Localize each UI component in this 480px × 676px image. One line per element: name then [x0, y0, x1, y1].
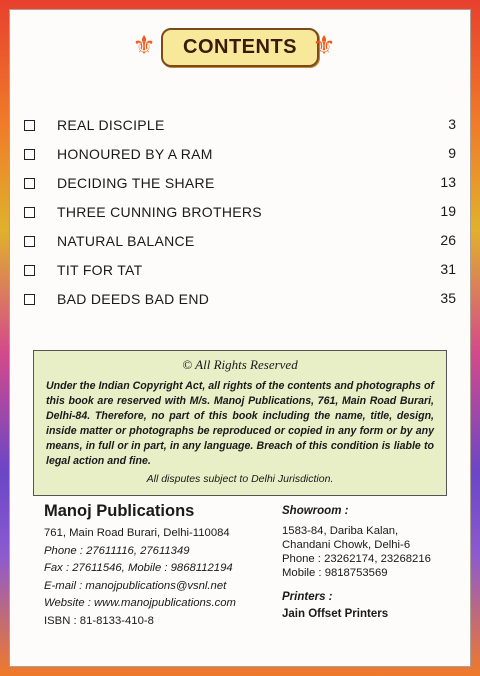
showroom-mobile: Mobile : 9818753569	[282, 567, 388, 579]
bullet-box-icon	[24, 294, 35, 305]
toc-entry[interactable]	[20, 289, 460, 318]
rights-reserved: © All Rights Reserved	[182, 357, 298, 372]
toc-entry[interactable]	[20, 231, 460, 260]
bullet-box-icon	[24, 149, 35, 160]
showroom-phone: Phone : 23262174, 23268216	[282, 553, 431, 565]
toc-entry[interactable]	[20, 115, 460, 144]
table-of-contents	[20, 115, 460, 318]
toc-page-number: 9	[448, 145, 456, 161]
printers-heading: Printers :	[282, 591, 333, 603]
bullet-box-icon	[24, 120, 35, 131]
page-title: CONTENTS	[161, 28, 319, 67]
toc-page-number: 13	[440, 174, 456, 190]
bullet-box-icon	[24, 265, 35, 276]
toc-title: THREE CUNNING BROTHERS	[57, 204, 262, 220]
toc-title: TIT FOR TAT	[57, 262, 143, 278]
toc-entry[interactable]	[20, 260, 460, 289]
toc-entry[interactable]	[20, 173, 460, 202]
showroom-info	[282, 505, 452, 620]
bullet-box-icon	[24, 236, 35, 247]
bullet-box-icon	[24, 207, 35, 218]
showroom-heading: Showroom :	[282, 505, 349, 517]
isbn: ISBN : 81-8133-410-8	[44, 614, 154, 627]
copyright-text: Under the Indian Copyright Act, all rights of the contents and photographs of this book are reserved with M/s. Manoj Publications, 761, Main Road Burari, Delhi-84. Therefore, no part of this book including the name, title, design, inside matter or photographs be reproduced or copied in any form or by any means, in full or in part, in any language. Breach of this condition is liable to legal action and fine.	[46, 380, 434, 467]
publisher-email: E-mail : manojpublications@vsnl.net	[44, 579, 227, 592]
toc-entry[interactable]	[20, 144, 460, 173]
toc-entry[interactable]	[20, 202, 460, 231]
toc-title: DECIDING THE SHARE	[57, 175, 215, 191]
publisher-phone: Phone : 27611116, 27611349	[44, 544, 190, 557]
showroom-address-line: Chandani Chowk, Delhi-6	[282, 539, 411, 551]
fleur-de-lis-icon: ⚜	[312, 30, 336, 60]
toc-title: REAL DISCIPLE	[57, 117, 165, 133]
jurisdiction-text: All disputes subject to Delhi Jurisdiction.	[146, 473, 334, 485]
toc-page-number: 19	[440, 203, 456, 219]
publisher-fax: Fax : 27611546, Mobile : 9868112194	[44, 562, 233, 574]
toc-page-number: 35	[440, 290, 456, 306]
toc-page-number: 31	[440, 261, 456, 277]
bullet-box-icon	[24, 178, 35, 189]
toc-title: HONOURED BY A RAM	[57, 146, 213, 162]
copyright-notice	[33, 350, 447, 496]
printer-name: Jain Offset Printers	[282, 608, 389, 620]
publisher-name: Manoj Publications	[44, 502, 195, 520]
toc-page-number: 3	[448, 116, 456, 132]
showroom-address-line: 1583-84, Dariba Kalan,	[282, 525, 399, 537]
toc-title: NATURAL BALANCE	[57, 233, 195, 249]
toc-page-number: 26	[440, 232, 456, 248]
fleur-de-lis-icon: ⚜	[132, 30, 156, 60]
toc-title: BAD DEEDS BAD END	[57, 291, 210, 307]
publisher-website: Website : www.manojpublications.com	[44, 597, 236, 609]
publisher-address: 761, Main Road Burari, Delhi-110084	[44, 527, 230, 539]
